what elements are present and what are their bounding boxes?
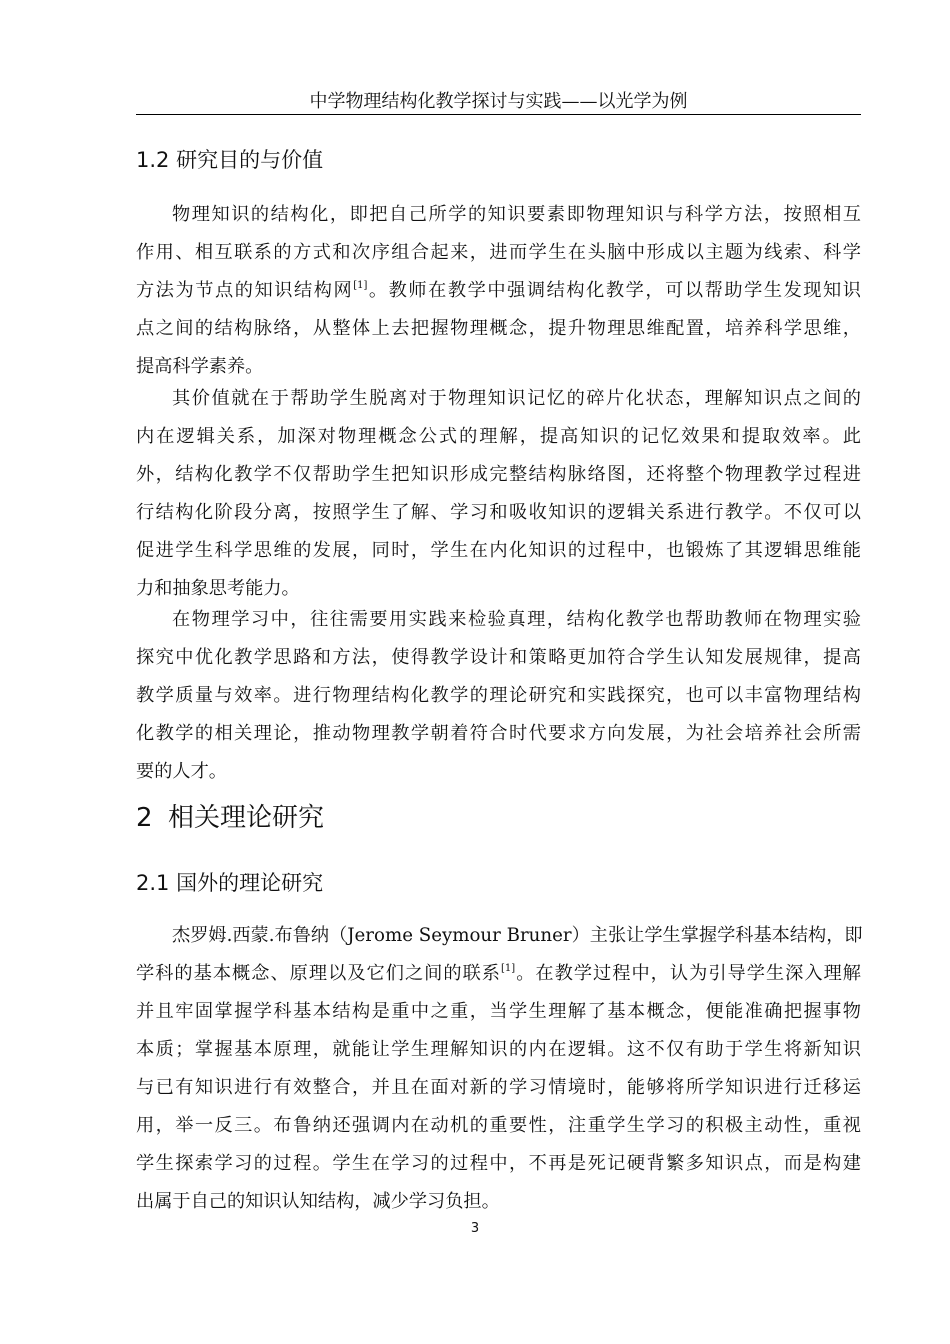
text-fragment: 学科的基本概念、原理以及它们之间的联系 (136, 963, 502, 984)
text-line: 外，结构化教学不仅帮助学生把知识形成完整结构脉络图，还将整个物理教学过程进 (136, 464, 861, 485)
text-line: 内在逻辑关系，加深对物理概念公式的理解，提高知识的记忆效果和提取效率。此 (136, 426, 861, 447)
text-line: 其价值就在于帮助学生脱离对于物理知识记忆的碎片化状态，理解知识点之间的 (172, 388, 861, 409)
text-line (136, 272, 861, 310)
page-number: 3 (470, 1221, 480, 1236)
text-line: 物理知识的结构化，即把自己所学的知识要素即物理知识与科学方法，按照相互 (172, 204, 861, 225)
text-line: 要的人才。 (136, 761, 227, 782)
text-line: 在物理学习中，往往需要用实践来检验真理，结构化教学也帮助教师在物理实验 (172, 609, 861, 630)
citation-ref: [1] (501, 963, 516, 974)
running-header-title: 中学物理结构化教学探讨与实践——以光学为例 (309, 91, 688, 112)
text-line: 促进学生科学思维的发展，同时，学生在内化知识的过程中，也锻炼了其逻辑思维能 (136, 540, 861, 561)
text-line: 作用、相互联系的方式和次序组合起来，进而学生在头脑中形成以主题为线索、科学 (136, 242, 861, 263)
text-line: 并且牢固掌握学科基本结构是重中之重，当学生理解了基本概念，便能准确把握事物 (136, 1001, 861, 1022)
section-heading-1-2: 1.2 研究目的与价值 (136, 148, 324, 172)
text-line: 杰罗姆.西蒙.布鲁纳（Jerome Seymour Bruner）主张让学生掌握学科基本结构，即 (172, 925, 863, 946)
paragraph-2-1-1 (136, 917, 861, 1221)
text-fragment: 。在教学过程中，认为引导学生深入理解 (515, 963, 861, 984)
text-line: 提高科学素养。 (136, 356, 264, 377)
text-line: 学生探索学习的过程。学生在学习的过程中，不再是死记硬背繁多知识点，而是构建 (136, 1153, 861, 1174)
text-line: 用，举一反三。布鲁纳还强调内在动机的重要性，注重学生学习的积极主动性，重视 (136, 1115, 861, 1136)
text-line (136, 955, 861, 993)
citation-ref: [1] (353, 280, 368, 291)
text-line: 行结构化阶段分离，按照学生了解、学习和吸收知识的逻辑关系进行教学。不仅可以 (136, 502, 861, 523)
paragraph-1-2-2 (136, 380, 861, 608)
text-fragment: 方法为节点的知识结构网 (136, 280, 354, 301)
text-line: 教学质量与效率。进行物理结构化教学的理论研究和实践探究，也可以丰富物理结构 (136, 685, 861, 706)
text-line: 点之间的结构脉络，从整体上去把握物理概念，提升物理思维配置，培养科学思维， (136, 318, 861, 339)
text-line: 探究中优化教学思路和方法，使得教学设计和策略更加符合学生认知发展规律，提高 (136, 647, 861, 668)
text-line: 出属于自己的知识认知结构，减少学习负担。 (136, 1191, 500, 1212)
text-fragment: 。教师在教学中强调结构化教学，可以帮助学生发现知识 (367, 280, 861, 301)
text-line: 本质；掌握基本原理，就能让学生理解知识的内在逻辑。这不仅有助于学生将新知识 (136, 1039, 861, 1060)
text-line: 与已有知识进行有效整合，并且在面对新的学习情境时，能够将所学知识进行迁移运 (136, 1077, 861, 1098)
paragraph-1-2-3 (136, 601, 861, 791)
paragraph-1-2-1 (136, 196, 861, 386)
section-number: 2 (136, 803, 153, 833)
section-heading-2-1: 2.1 国外的理论研究 (136, 871, 324, 895)
header-divider (136, 114, 861, 115)
text-line: 化教学的相关理论，推动物理教学朝着符合时代要求方向发展，为社会培养社会所需 (136, 723, 861, 744)
section-title: 相关理论研究 (168, 803, 325, 833)
text-line: 力和抽象思考能力。 (136, 578, 300, 599)
section-heading-2 (136, 800, 324, 836)
